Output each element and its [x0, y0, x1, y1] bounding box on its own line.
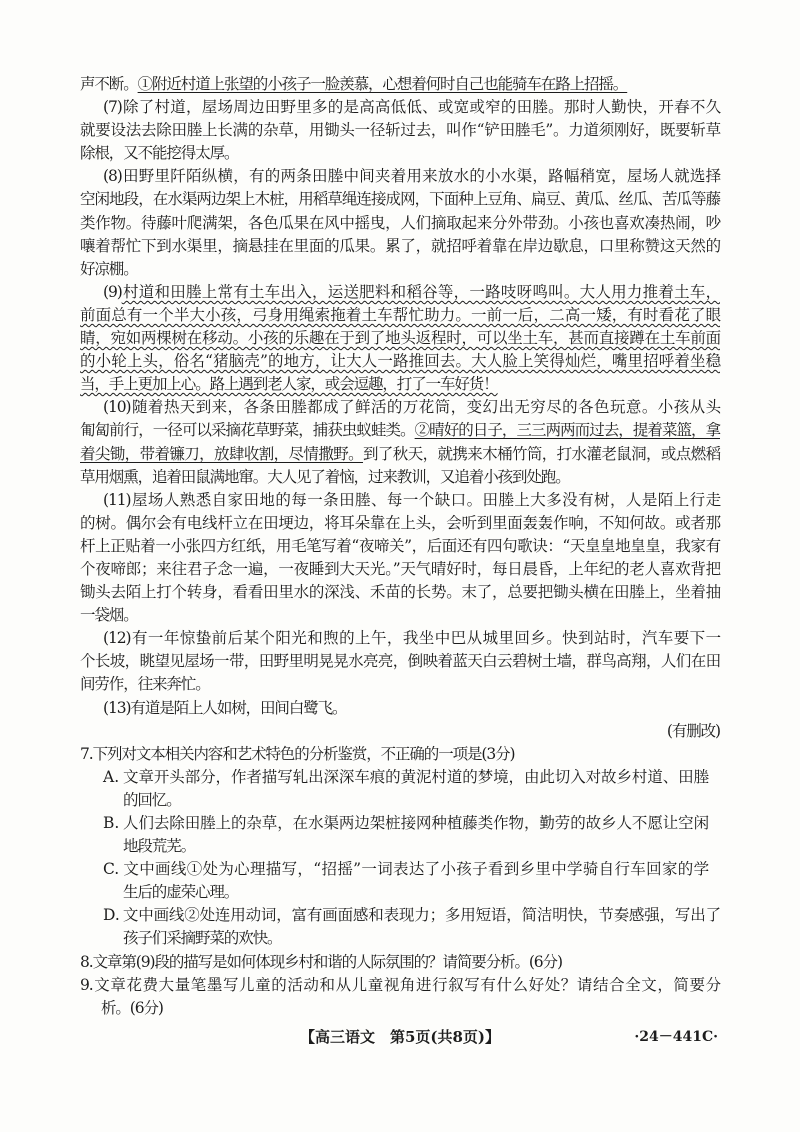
option-text: 文中画线②处连用动词，富有画面感和表现力；多用短语，简洁明快，节奏感强，写出了	[122, 906, 720, 925]
passage-line	[80, 419, 720, 442]
wavy-underlined-text: 当，手上更加上心。路上遇到老人家，或会逗趣，打了一车好货！	[80, 375, 498, 394]
passage-line	[80, 73, 720, 96]
passage-line	[80, 535, 720, 558]
option-line	[80, 812, 720, 835]
passage-line	[80, 466, 720, 489]
passage-line	[80, 96, 720, 119]
exam-page-body	[80, 73, 720, 1020]
question-9	[80, 974, 720, 1020]
option-line	[80, 858, 720, 881]
passage-line	[80, 604, 720, 627]
paragraph-10	[80, 396, 720, 488]
underlined-sentence-2: 着尖锄，带着镰刀，放肆收割，尽情撒野。	[80, 444, 364, 463]
option-line	[80, 904, 720, 927]
option-line	[80, 789, 720, 812]
passage-line	[80, 627, 720, 650]
passage-text: 匍匐前行，一径可以采摘花草野菜，捕获虫蚁蛙类。	[80, 421, 415, 440]
passage-line	[80, 673, 720, 696]
option-c	[80, 858, 720, 904]
passage-line	[80, 258, 720, 281]
option-line	[80, 835, 720, 858]
wavy-underlined-text: 的小轮上头，俗名“猪脑壳”的地方，让大人一路推回去。大人脸上笑得灿烂，嘴里招呼着坐稳	[80, 352, 720, 371]
paper-code: ·24－441C·	[634, 1029, 718, 1045]
wavy-underlined-text: 村道和田塍上常有土车出入，运送肥料和稻谷等，一路吱呀鸣叫。大人用力推着土车，	[121, 282, 720, 301]
option-a	[80, 766, 720, 812]
option-line	[80, 766, 720, 789]
question-9-stem-cont: 析。(6分)	[101, 998, 163, 1017]
option-text: 文中画线①处为心理描写，“招摇”一词表达了小孩子看到乡里中学骑自行车回家的学	[122, 860, 708, 879]
passage-text: (12)有一年惊蛰前后某个阳光和煦的上午，我坐中巴从城里回乡。快到站时，汽车要下一	[103, 629, 720, 648]
question-7	[80, 743, 720, 951]
source-note: (有删改)	[666, 721, 720, 740]
option-b	[80, 812, 720, 858]
passage-text: 好凉棚。	[80, 259, 138, 278]
passage-line	[80, 581, 720, 604]
option-text: 文章开头部分，作者描写轧出深深车痕的黄泥村道的梦境，由此切入对故乡村道、田塍	[122, 767, 708, 786]
passage-line	[80, 188, 720, 211]
paragraph-8	[80, 165, 720, 280]
passage-text: (13)有道是陌上人如树，田间白鹭飞。	[103, 698, 347, 717]
passage-line	[80, 165, 720, 188]
passage-text: 锄头去陌上打个转身，看看田里水的深浅、禾苗的长势。末了，总要把锄头横在田塍上，坐着抽	[80, 583, 720, 602]
question-8-stem: 8.文章第(9)段的描写是如何体现乡村和谐的人际氛围的？请简要分析。(6分)	[80, 952, 562, 971]
paragraph-6-tail	[80, 73, 720, 96]
option-text: 地段荒芜。	[123, 837, 196, 856]
passage-text: 除根，又不能挖得太厚。	[80, 144, 239, 163]
option-text: 孩子们采摘野菜的欢快。	[123, 929, 282, 948]
passage-line	[80, 650, 720, 673]
underlined-sentence-2: ②晴好的日子，三三两两而过去，提着菜篮，拿	[414, 421, 720, 440]
passage-text: (11)屋场人熟悉自家田地的每一条田塍、每一个缺口。田塍上大多没有树，人是陌上行走	[103, 490, 720, 509]
paragraph-11	[80, 489, 720, 628]
passage-line	[80, 281, 720, 304]
option-label: C.	[103, 860, 120, 879]
question-9-stem: 9.文章花费大量笔墨写儿童的活动和从儿童视角进行叙写有什么好处？请结合全文，简要分	[80, 975, 720, 994]
option-label: B.	[103, 814, 120, 832]
passage-text: 嚷着帮忙下到水渠里，摘悬挂在里面的瓜果。累了，就招呼着靠在岸边歇息，口里称赞这天然的	[80, 236, 720, 255]
page-footer-label: 【高三语文 第5页(共8页)】	[299, 1028, 501, 1046]
paragraph-7	[80, 96, 720, 165]
passage-text: 个长坡，眺望见屋场一带，田野里明晃晃水亮亮，倒映着蓝天白云碧树土墙，群鸟高翔，人们在田	[80, 652, 720, 671]
option-text: 人们去除田塍上的杂草，在水渠两边架桩接网种植藤类作物，勤劳的故乡人不愿让空闲	[122, 814, 708, 832]
passage-text: 的树。偶尔会有电线杆立在田埂边，将耳朵靠在上头，会听到里面轰轰作响，不知何故。或者那	[80, 513, 720, 532]
passage-line	[80, 119, 720, 142]
paragraph-12	[80, 627, 720, 696]
passage-text: 草用烟熏，追着田鼠满地窜。大人见了着恼，过来教训，又追着小孩到处跑。	[80, 467, 570, 486]
passage-text: 空闲地段，在水渠两边架上木桩，用稻草绳连接成网，下面种上豆角、扁豆、黄瓜、丝瓜、苦瓜等藤	[80, 190, 720, 209]
passage-text: 一袋烟。	[80, 606, 138, 625]
passage-text: 类作物。待藤叶爬满架，各色瓜果在风中摇曳，人们摘取起来分外带劲。小孩也喜欢凑热闹，吵	[80, 213, 720, 232]
passage-line	[80, 443, 720, 466]
passage-line	[80, 212, 720, 235]
question-7-stem: 7.下列对文本相关内容和艺术特色的分析鉴赏，不正确的一项是(3分)	[80, 744, 515, 763]
option-line	[80, 927, 720, 950]
wavy-underlined-text: 睛，宛如两棵树在移动。小孩的乐趣在于到了地头返程时，可以坐土车，甚而直接蹲在土车前面	[80, 329, 720, 348]
passage-line	[80, 396, 720, 419]
passage-line	[80, 558, 720, 581]
underlined-sentence-1: ①附近村道上张望的小孩子一脸羡慕，心想着何时自己也能骑车在路上招摇。	[137, 75, 628, 93]
passage-text: 个夜啼郎；来往君子念一遍，一夜睡到大天光。”天气晴好时，每日晨昏，上年纪的老人喜欢背把	[80, 559, 720, 578]
passage-line	[80, 142, 720, 165]
passage-text: (10)随着热天到来，各条田塍都成了鲜活的万花筒，变幻出无穷尽的各色玩意。小孩从头	[103, 398, 720, 417]
passage-text: 到了秋天，就携来木桶竹筒，打水灌老鼠洞，或点燃稻	[363, 444, 720, 463]
passage-line	[80, 235, 720, 258]
option-label: A.	[103, 767, 120, 786]
passage-line	[80, 327, 720, 350]
passage-line	[80, 697, 720, 720]
passage-line	[80, 373, 720, 396]
option-d	[80, 904, 720, 950]
passage-text: 间劳作，往来奔忙。	[80, 675, 210, 694]
option-label: D.	[103, 906, 120, 925]
paragraph-9	[80, 281, 720, 396]
passage-line	[80, 304, 720, 327]
paragraph-number: (9)	[103, 282, 122, 301]
passage-text: (8)田野里阡陌纵横，有的两条田塍中间夹着用来放水的小水渠，路幅稍宽，屋场人就选择	[103, 167, 720, 186]
wavy-underlined-text: 前面总有一个半大小孩，弓身用绳索拖着土车帮忙助力。一前一后，二高一矮，有时看花了眼	[80, 305, 720, 324]
option-line	[80, 881, 720, 904]
passage-text: 杆上正贴着一小张四方红纸，用毛笔写着“夜啼关”，后面还有四句歌诀：“天皇皇地皇皇，我家有	[80, 536, 720, 555]
passage-line	[80, 350, 720, 373]
passage-text: (7)除了村道，屋场周边田野里多的是高高低低、或宽或窄的田塍。那时人勤快，开春不久	[103, 98, 720, 117]
passage-text: 声不断。	[80, 75, 138, 93]
passage-line	[80, 489, 720, 512]
option-text: 的回忆。	[123, 790, 181, 809]
question-8	[80, 951, 720, 974]
paragraph-13	[80, 697, 720, 720]
passage-text: 就要设法去除田塍上长满的杂草，用锄头一径斩过去，叫作“铲田塍毛”。力道须刚好，既要斩草	[80, 121, 720, 140]
option-text: 生后的虚荣心理。	[123, 883, 239, 902]
passage-line	[80, 512, 720, 535]
